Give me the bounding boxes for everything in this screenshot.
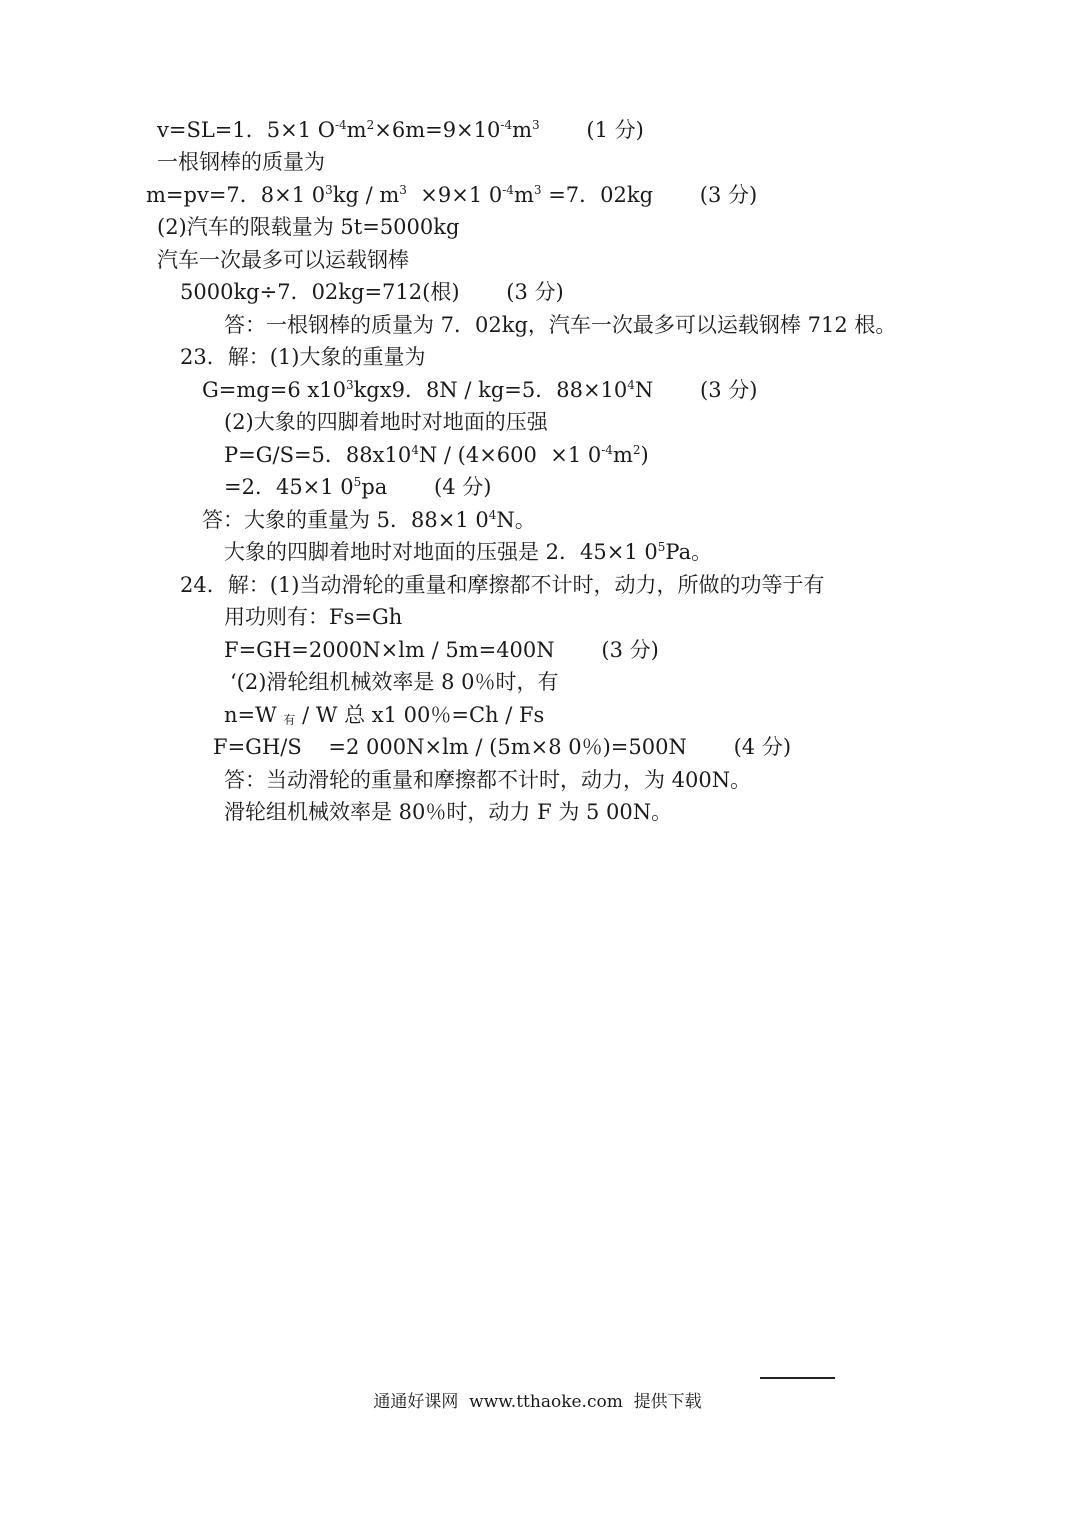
- line-max-rods-heading: 汽车一次最多可以运载钢棒: [157, 248, 409, 272]
- line-useful-work: 用功则有：Fs=Gh: [224, 605, 403, 629]
- line-mass-calc: m=pv=7．8×1 $0^3kg / m^3 \times 9\times 1$ $0^{-4}m^3 =7$．02kg (3 分): [146, 183, 758, 207]
- line-q23-title: 23．解：(1)大象的重量为: [180, 345, 426, 369]
- line-volume: v=SL=1．5×1 $O^{-4}m^2\times 6m=9\times 10^{-4}m^3$ (1 分): [157, 118, 644, 142]
- line-q24-title: 24．解：(1)当动滑轮的重量和摩擦都不计时，动力，所做的功等于有: [180, 573, 825, 597]
- line-mass-heading: 一根钢棒的质量为: [157, 150, 325, 174]
- line-answer-23a: 答：大象的重量为 5．88×1 $0^4N$。: [202, 508, 536, 532]
- line-max-rods-calc: 5000kg÷7．02kg=712(根) (3 分): [180, 280, 564, 304]
- line-load-limit: (2)汽车的限载量为 5t=5000kg: [157, 215, 460, 239]
- line-answer-22: 答：一根钢棒的质量为 7．02kg，汽车一次最多可以运载钢棒 712 根。: [224, 313, 897, 337]
- line-efficiency-heading: ‘(2)滑轮组机械效率是 8 0％时，有: [230, 670, 559, 694]
- line-pressure-heading: (2)大象的四脚着地时对地面的压强: [224, 410, 548, 434]
- line-force-calc: F=GH=2000N×lm / 5m=400N (3 分): [224, 638, 659, 662]
- line-pressure-result: =2．45×1 $0^5pa$ (4 分): [224, 475, 492, 499]
- line-efficiency-formula: n=W $_有$ / W 总 x1 00％=Ch / Fs: [224, 703, 545, 727]
- line-weight-calc: G=mg=6 $x10^3kgx9$．8N / kg=5．$88\times 10^4N$ (3 分): [202, 378, 758, 402]
- line-answer-23b: 大象的四脚着地时对地面的压强是 2．45×1 $0^5Pa$。: [224, 540, 713, 564]
- line-answer-24b: 滑轮组机械效率是 80％时，动力 F 为 5 00N。: [224, 800, 673, 824]
- line-force-calc-2: F=GH/S =2 000N×lm / (5m×8 0％)=500N (4 分): [213, 735, 792, 759]
- footer-text[interactable]: 通通好课网 www.tthaoke.com 提供下载: [373, 1392, 702, 1412]
- line-pressure-calc: P=G/S=5．$88x10^4N / (4\times 600 \times 1$ $0^{-4}m^2$): [224, 443, 649, 467]
- line-answer-24a: 答：当动滑轮的重量和摩擦都不计时，动力，为 400N。: [224, 768, 752, 792]
- footer-rule: [760, 1377, 835, 1379]
